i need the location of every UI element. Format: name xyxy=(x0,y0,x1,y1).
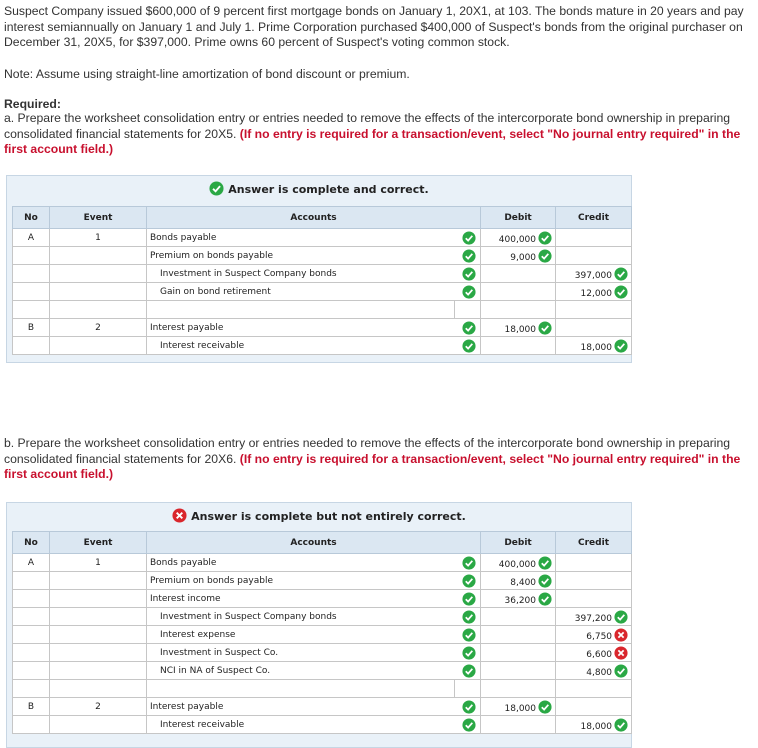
credit-cell xyxy=(556,554,632,572)
check-circle-icon xyxy=(614,664,628,678)
table-row xyxy=(13,662,632,680)
part-b-journal-table xyxy=(12,531,632,734)
entry-no-cell xyxy=(13,265,50,283)
event-cell xyxy=(50,247,147,265)
table-row xyxy=(13,572,632,590)
debit-amount[interactable]: 18,000 xyxy=(504,324,537,335)
debit-cell xyxy=(481,247,556,265)
account-cell xyxy=(147,662,455,680)
account-name[interactable]: NCI in NA of Suspect Co. xyxy=(160,665,271,676)
account-cell xyxy=(147,590,455,608)
account-status-cell xyxy=(455,626,481,644)
account-status-cell xyxy=(455,265,481,283)
check-circle-icon xyxy=(462,231,476,245)
account-status-cell xyxy=(455,283,481,301)
credit-cell xyxy=(556,319,632,337)
credit-amount[interactable]: 6,600 xyxy=(586,649,613,660)
check-circle-icon xyxy=(462,285,476,299)
event-cell xyxy=(50,590,147,608)
part-b-prompt xyxy=(4,436,749,483)
account-name[interactable]: Bonds payable xyxy=(150,232,217,243)
entry-no-cell: A xyxy=(13,554,50,572)
event-cell xyxy=(50,626,147,644)
check-circle-icon xyxy=(538,574,552,588)
x-circle-icon xyxy=(172,508,187,523)
event-cell xyxy=(50,608,147,626)
spacer-row xyxy=(13,301,632,319)
event-cell: 2 xyxy=(50,319,147,337)
debit-cell xyxy=(481,662,556,680)
table-row xyxy=(13,608,632,626)
credit-amount[interactable]: 12,000 xyxy=(580,288,613,299)
col-header-no: No xyxy=(13,207,50,229)
entry-no-cell xyxy=(13,626,50,644)
check-circle-icon xyxy=(462,339,476,353)
problem-note: Note: Assume using straight-line amortization of bond discount or premium. xyxy=(4,67,410,81)
credit-cell xyxy=(556,572,632,590)
account-cell xyxy=(147,229,455,247)
spacer-cell xyxy=(481,301,556,319)
spacer-cell xyxy=(556,301,632,319)
debit-cell xyxy=(481,229,556,247)
table-row xyxy=(13,716,632,734)
table-row xyxy=(13,319,632,337)
account-name[interactable]: Investment in Suspect Company bonds xyxy=(160,268,337,279)
table-row xyxy=(13,644,632,662)
check-circle-icon xyxy=(614,267,628,281)
account-status-cell xyxy=(455,644,481,662)
table-row xyxy=(13,247,632,265)
check-circle-icon xyxy=(462,249,476,263)
event-cell xyxy=(50,644,147,662)
col-header-accounts: Accounts xyxy=(147,532,481,554)
check-circle-icon xyxy=(462,664,476,678)
check-circle-icon xyxy=(614,718,628,732)
event-cell xyxy=(50,716,147,734)
account-status-cell xyxy=(455,590,481,608)
account-cell xyxy=(147,283,455,301)
debit-cell xyxy=(481,590,556,608)
debit-cell xyxy=(481,337,556,355)
account-status-cell xyxy=(455,716,481,734)
credit-cell xyxy=(556,590,632,608)
check-circle-icon xyxy=(462,267,476,281)
check-circle-icon xyxy=(538,556,552,570)
check-circle-icon xyxy=(209,181,224,196)
account-cell xyxy=(147,337,455,355)
check-circle-icon xyxy=(462,610,476,624)
credit-cell xyxy=(556,337,632,355)
credit-amount[interactable]: 4,800 xyxy=(586,667,613,678)
event-cell xyxy=(50,572,147,590)
entry-no-cell xyxy=(13,716,50,734)
account-cell xyxy=(147,572,455,590)
required-label: Required: xyxy=(4,97,61,111)
entry-no-cell xyxy=(13,590,50,608)
table-row xyxy=(13,283,632,301)
check-circle-icon xyxy=(462,556,476,570)
debit-cell xyxy=(481,319,556,337)
event-cell xyxy=(50,265,147,283)
debit-cell xyxy=(481,283,556,301)
credit-amount[interactable]: 397,000 xyxy=(574,270,613,281)
account-name[interactable]: Interest payable xyxy=(150,322,224,333)
check-circle-icon xyxy=(538,321,552,335)
event-cell xyxy=(50,662,147,680)
part-a-instruction: (If no entry is required for a transaction/event, select "No journal entry required" in the first account field.) xyxy=(4,126,741,157)
credit-cell xyxy=(556,698,632,716)
debit-cell xyxy=(481,698,556,716)
event-cell: 1 xyxy=(50,229,147,247)
table-row xyxy=(13,554,632,572)
event-cell: 1 xyxy=(50,554,147,572)
debit-cell xyxy=(481,572,556,590)
account-name[interactable]: Premium on bonds payable xyxy=(150,575,273,586)
part-a-text: a. Prepare the worksheet consolidation entry or entries needed to remove the effects of the intercorporate bond ownership in preparing consolidated financial statements for 20X5. xyxy=(4,111,731,141)
col-header-debit: Debit xyxy=(481,532,556,554)
credit-cell xyxy=(556,716,632,734)
check-circle-icon xyxy=(462,592,476,606)
entry-no-cell xyxy=(13,572,50,590)
table-row xyxy=(13,626,632,644)
account-name[interactable]: Gain on bond retirement xyxy=(160,286,271,297)
check-circle-icon xyxy=(462,628,476,642)
entry-no-cell xyxy=(13,608,50,626)
col-header-event: Event xyxy=(50,207,147,229)
spacer-cell xyxy=(455,680,481,698)
debit-cell xyxy=(481,608,556,626)
credit-amount[interactable]: 18,000 xyxy=(580,721,613,732)
col-header-accounts: Accounts xyxy=(147,207,481,229)
credit-cell xyxy=(556,283,632,301)
spacer-cell xyxy=(147,301,455,319)
part-b-rows xyxy=(13,554,632,734)
spacer-cell xyxy=(50,301,147,319)
table-row xyxy=(13,337,632,355)
entry-no-cell xyxy=(13,337,50,355)
part-b-instruction: (If no entry is required for a transaction/event, select "No journal entry required" in the first account field.) xyxy=(4,451,741,482)
account-name[interactable]: Interest receivable xyxy=(160,340,245,351)
account-name[interactable]: Interest expense xyxy=(160,629,236,640)
part-b-result-banner xyxy=(7,508,631,523)
account-name[interactable]: Interest income xyxy=(150,593,221,604)
account-cell xyxy=(147,644,455,662)
debit-amount[interactable]: 9,000 xyxy=(510,252,537,263)
entry-no-cell: B xyxy=(13,698,50,716)
col-header-no: No xyxy=(13,532,50,554)
credit-cell xyxy=(556,662,632,680)
spacer-cell xyxy=(50,680,147,698)
event-cell: 2 xyxy=(50,698,147,716)
credit-amount[interactable]: 6,750 xyxy=(586,631,613,642)
account-cell xyxy=(147,698,455,716)
account-name[interactable]: Bonds payable xyxy=(150,557,217,568)
col-header-credit: Credit xyxy=(556,207,632,229)
check-circle-icon xyxy=(462,700,476,714)
event-cell xyxy=(50,337,147,355)
account-cell xyxy=(147,265,455,283)
entry-no-cell: A xyxy=(13,229,50,247)
account-cell xyxy=(147,626,455,644)
credit-amount[interactable]: 397,200 xyxy=(574,613,613,624)
check-circle-icon xyxy=(538,249,552,263)
account-status-cell xyxy=(455,229,481,247)
spacer-cell xyxy=(147,680,455,698)
account-cell xyxy=(147,554,455,572)
credit-cell xyxy=(556,644,632,662)
spacer-cell xyxy=(13,680,50,698)
account-status-cell xyxy=(455,608,481,626)
check-circle-icon xyxy=(538,592,552,606)
account-status-cell xyxy=(455,572,481,590)
check-circle-icon xyxy=(462,574,476,588)
credit-amount[interactable]: 18,000 xyxy=(580,342,613,353)
debit-amount[interactable]: 18,000 xyxy=(504,703,537,714)
spacer-cell xyxy=(481,680,556,698)
table-row xyxy=(13,698,632,716)
check-circle-icon xyxy=(614,610,628,624)
account-name[interactable]: Premium on bonds payable xyxy=(150,250,273,261)
entry-no-cell xyxy=(13,662,50,680)
col-header-credit: Credit xyxy=(556,532,632,554)
account-name[interactable]: Investment in Suspect Company bonds xyxy=(160,611,337,622)
part-a-answer-panel xyxy=(6,175,632,363)
x-circle-icon xyxy=(614,628,628,642)
account-status-cell xyxy=(455,337,481,355)
debit-cell xyxy=(481,265,556,283)
entry-no-cell xyxy=(13,644,50,662)
credit-cell xyxy=(556,626,632,644)
part-a-journal-table xyxy=(12,206,632,355)
spacer-row xyxy=(13,680,632,698)
part-a-banner-text: Answer is complete and correct. xyxy=(228,183,429,196)
account-name[interactable]: Interest payable xyxy=(150,701,224,712)
spacer-cell xyxy=(556,680,632,698)
part-b-text: b. Prepare the worksheet consolidation entry or entries needed to remove the effects of the intercorporate bond ownership in preparing consolidated financial statements for 20X6. xyxy=(4,436,731,466)
credit-cell xyxy=(556,247,632,265)
account-status-cell xyxy=(455,554,481,572)
account-name[interactable]: Investment in Suspect Co. xyxy=(160,647,279,658)
table-row xyxy=(13,265,632,283)
debit-amount[interactable]: 36,200 xyxy=(504,595,537,606)
table-row xyxy=(13,229,632,247)
account-status-cell xyxy=(455,662,481,680)
check-circle-icon xyxy=(538,700,552,714)
check-circle-icon xyxy=(614,339,628,353)
debit-cell xyxy=(481,554,556,572)
account-cell xyxy=(147,716,455,734)
credit-cell xyxy=(556,229,632,247)
credit-cell xyxy=(556,265,632,283)
debit-amount[interactable]: 400,000 xyxy=(498,234,537,245)
account-cell xyxy=(147,319,455,337)
check-circle-icon xyxy=(462,718,476,732)
x-circle-icon xyxy=(614,646,628,660)
table-row xyxy=(13,590,632,608)
debit-cell xyxy=(481,716,556,734)
spacer-cell xyxy=(13,301,50,319)
problem-intro: Suspect Company issued $600,000 of 9 percent first mortgage bonds on January 1, 20X1, at 103. The bonds mature in 20 years and pay interest semiannually on January 1 and July 1. Prime Corporation purchased $400,000 of Suspect's bonds from the original purchaser on December 31, 20X5, for $397,000. Prime owns 60 percent of Suspect's voting common stock. xyxy=(4,4,744,50)
part-a-prompt xyxy=(4,111,749,158)
account-cell xyxy=(147,247,455,265)
entry-no-cell: B xyxy=(13,319,50,337)
account-status-cell xyxy=(455,319,481,337)
entry-no-cell xyxy=(13,283,50,301)
part-a-result-banner xyxy=(7,181,631,196)
spacer-cell xyxy=(455,301,481,319)
check-circle-icon xyxy=(538,231,552,245)
account-cell xyxy=(147,608,455,626)
part-b-answer-panel xyxy=(6,502,632,748)
debit-amount[interactable]: 400,000 xyxy=(498,559,537,570)
part-b-banner-text: Answer is complete but not entirely correct. xyxy=(191,510,466,523)
credit-cell xyxy=(556,608,632,626)
col-header-event: Event xyxy=(50,532,147,554)
entry-no-cell xyxy=(13,247,50,265)
part-a-rows xyxy=(13,229,632,355)
account-name[interactable]: Interest receivable xyxy=(160,719,245,730)
debit-cell xyxy=(481,644,556,662)
debit-amount[interactable]: 8,400 xyxy=(510,577,537,588)
event-cell xyxy=(50,283,147,301)
debit-cell xyxy=(481,626,556,644)
account-status-cell xyxy=(455,698,481,716)
account-status-cell xyxy=(455,247,481,265)
check-circle-icon xyxy=(462,646,476,660)
col-header-debit: Debit xyxy=(481,207,556,229)
check-circle-icon xyxy=(614,285,628,299)
check-circle-icon xyxy=(462,321,476,335)
